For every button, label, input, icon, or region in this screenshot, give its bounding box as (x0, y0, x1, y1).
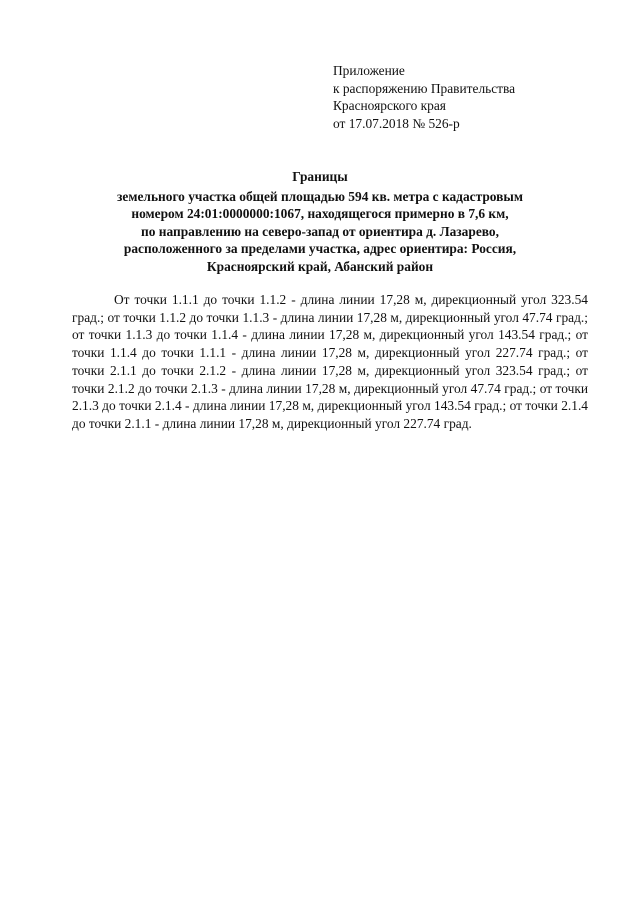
title-line: расположенного за пределами участка, адрес ориентира: Россия, (123, 241, 517, 257)
title-line: земельного участка общей площадью 594 кв. метра с кадастровым (117, 188, 523, 204)
title-line: Красноярский край, Абанский район (206, 258, 434, 274)
appendix-header (333, 62, 623, 132)
appendix-line: Красноярского края (333, 98, 446, 114)
title-line: номером 24:01:0000000:1067, находящегося примерно в 7,6 км, (131, 206, 509, 222)
title-line: по направлению на северо-запад от ориентира д. Лазарево, (141, 223, 499, 239)
document-title (72, 168, 568, 276)
title-heading: Границы (292, 169, 348, 184)
body-paragraph: От точки 1.1.1 до точки 1.1.2 - длина линии 17,28 м, дирекционный угол 323.54 град.; от точки 1.1.2 до точки 1.1.3 - длина линии 17,28 м, дирекционный угол 47.74 град.; от точки 1.1.3 до точки 1.1.4 - длина линии 17,28 м, дирекционный угол 143.54 град.; от точки 1.1.4 до точки 1.1.1 - длина линии 17,28 м, дирекционный угол 227.74 град.; от точки 2.1.1 до точки 2.1.2 - длина линии 17,28 м, дирекционный угол 323.54 град.; от точки 2.1.2 до точки 2.1.3 - длина линии 17,28 м, дирекционный угол 47.74 град.; от точки 2.1.3 до точки 2.1.4 - длина линии 17,28 м, дирекционный угол 143.54 град.; от точки 2.1.4 до точки 2.1.1 - длина линии 17,28 м, дирекционный угол 227.74 град. (72, 292, 588, 431)
appendix-date-number: от 17.07.2018 № 526-р (333, 115, 460, 131)
appendix-line: Приложение (333, 63, 405, 78)
appendix-line: к распоряжению Правительства (333, 80, 516, 96)
